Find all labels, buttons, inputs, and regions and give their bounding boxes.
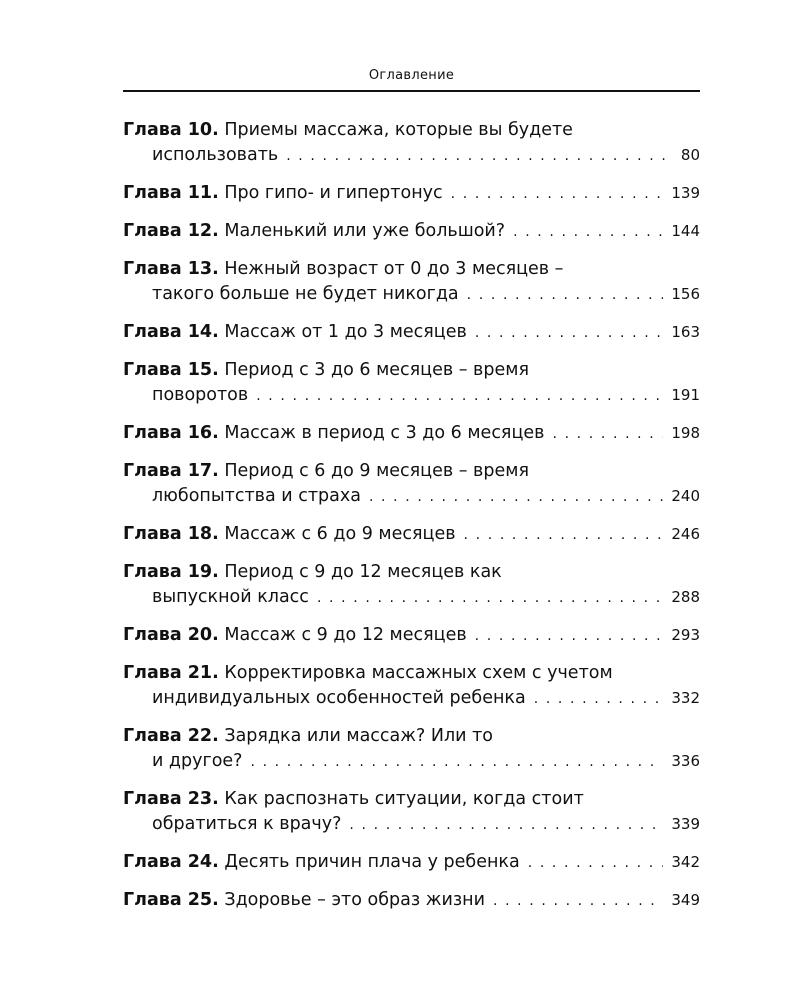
dot-leader (552, 422, 663, 447)
chapter-title: Здоровье – это образ жизни (224, 890, 485, 910)
toc-entry (123, 118, 700, 169)
dot-leader (250, 750, 663, 775)
chapter-title: Нежный возраст от 0 до 3 месяцев – (224, 259, 564, 279)
dot-leader (286, 144, 673, 169)
chapter-title: Зарядка или массаж? Или то (224, 726, 493, 746)
toc-entry (123, 358, 700, 409)
chapter-number: Глава 11. (123, 183, 219, 203)
chapter-title: Массаж от 1 до 3 месяцев (224, 322, 467, 342)
dot-leader (467, 283, 664, 308)
page-number: 240 (671, 487, 700, 505)
page-number: 246 (671, 525, 700, 543)
dot-leader (534, 687, 664, 712)
page-number: 339 (671, 815, 700, 833)
toc-entry (123, 623, 700, 649)
page-number: 191 (671, 386, 700, 404)
chapter-number: Глава 12. (123, 221, 219, 241)
toc-entry (123, 320, 700, 346)
toc-entry (123, 522, 700, 548)
dot-leader (317, 586, 663, 611)
chapter-title-continuation: такого больше не будет никогда (152, 284, 459, 304)
chapter-title-continuation: индивидуальных особенностей ребенка (152, 688, 526, 708)
toc-entry (123, 421, 700, 447)
page-number: 336 (671, 752, 700, 770)
chapter-title: Маленький или уже большой? (224, 221, 506, 241)
chapter-number: Глава 17. (123, 461, 219, 481)
dot-leader (475, 321, 664, 346)
chapter-number: Глава 24. (123, 852, 219, 872)
dot-leader (475, 624, 664, 649)
dot-leader (493, 889, 663, 914)
chapter-title: Период с 9 до 12 месяцев как (224, 562, 502, 582)
chapter-number: Глава 13. (123, 259, 219, 279)
chapter-title-continuation: любопытства и страха (152, 486, 361, 506)
chapter-title-continuation: поворотов (152, 385, 249, 405)
dot-leader (256, 384, 663, 409)
chapter-title: Период с 6 до 9 месяцев – время (224, 461, 529, 481)
toc-entry (123, 560, 700, 611)
toc-entry (123, 787, 700, 838)
page-number: 342 (671, 853, 700, 871)
chapter-title: Десять причин плача у ребенка (224, 852, 520, 872)
page-number: 349 (671, 891, 700, 909)
toc-entry (123, 661, 700, 712)
dot-leader (528, 851, 664, 876)
header-rule (123, 90, 700, 92)
dot-leader (513, 220, 663, 245)
chapter-number: Глава 16. (123, 423, 219, 443)
toc-entry (123, 257, 700, 308)
chapter-number: Глава 21. (123, 663, 219, 683)
page-number: 332 (671, 689, 700, 707)
page-number: 293 (671, 626, 700, 644)
chapter-title: Массаж с 6 до 9 месяцев (224, 524, 456, 544)
chapter-title: Корректировка массажных схем с учетом (224, 663, 613, 683)
chapter-number: Глава 10. (123, 120, 219, 140)
toc-entry (123, 219, 700, 245)
page-number: 288 (671, 588, 700, 606)
page-number: 80 (680, 146, 700, 164)
chapter-number: Глава 25. (123, 890, 219, 910)
page-number: 198 (671, 424, 700, 442)
chapter-title: Период с 3 до 6 месяцев – время (224, 360, 529, 380)
chapter-title-continuation: выпускной класс (152, 587, 309, 607)
toc-entry (123, 850, 700, 876)
page-number: 156 (671, 285, 700, 303)
toc-entry (123, 459, 700, 510)
chapter-title: Массаж в период с 3 до 6 месяцев (224, 423, 545, 443)
chapter-title-continuation: обратиться к врачу? (152, 814, 342, 834)
dot-leader (464, 523, 664, 548)
chapter-number: Глава 20. (123, 625, 219, 645)
chapter-title: Про гипо- и гипертонус (224, 183, 443, 203)
page-number: 163 (671, 323, 700, 341)
chapter-number: Глава 23. (123, 789, 219, 809)
page-number: 144 (671, 222, 700, 240)
chapter-title: Массаж с 9 до 12 месяцев (224, 625, 467, 645)
dot-leader (451, 182, 664, 207)
dot-leader (349, 813, 663, 838)
table-of-contents (123, 118, 700, 926)
chapter-title-continuation: и другое? (152, 751, 243, 771)
running-head: Оглавление (368, 68, 455, 83)
toc-entry (123, 724, 700, 775)
chapter-number: Глава 15. (123, 360, 219, 380)
chapter-number: Глава 19. (123, 562, 219, 582)
page-number: 139 (671, 184, 700, 202)
chapter-title: Приемы массажа, которые вы будете (224, 120, 573, 140)
toc-entry (123, 888, 700, 914)
chapter-title: Как распознать ситуации, когда стоит (224, 789, 584, 809)
toc-entry (123, 181, 700, 207)
chapter-number: Глава 18. (123, 524, 219, 544)
chapter-number: Глава 14. (123, 322, 219, 342)
chapter-number: Глава 22. (123, 726, 219, 746)
dot-leader (369, 485, 663, 510)
chapter-title-continuation: использовать (152, 145, 279, 165)
